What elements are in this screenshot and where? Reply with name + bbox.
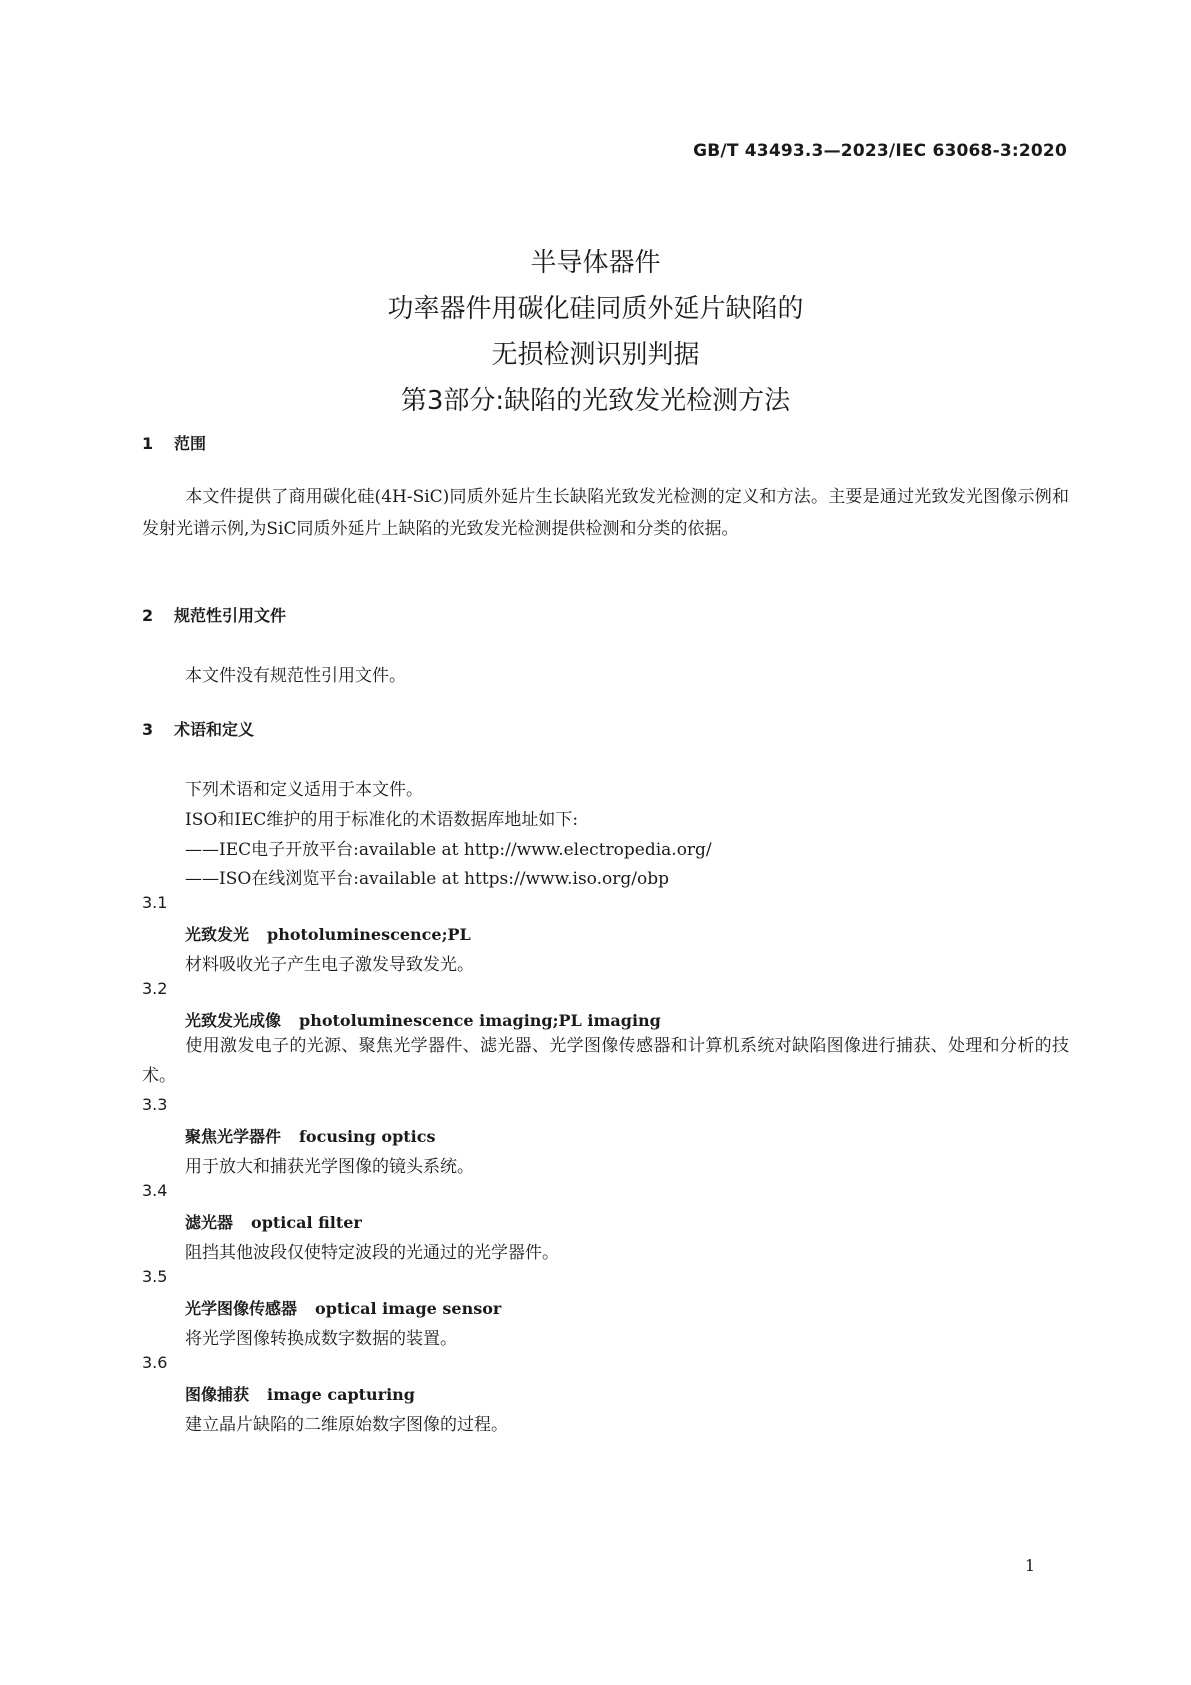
term-number: 3.6 (142, 1353, 168, 1372)
term-definition: 将光学图像转换成数字数据的装置。 (185, 1329, 457, 1349)
term-english: photoluminescence imaging;PL imaging (299, 1011, 661, 1030)
term-english: photoluminescence;PL (267, 925, 471, 944)
title-line: 第3部分:缺陷的光致发光检测方法 (400, 386, 791, 416)
document-title (0, 240, 1191, 424)
section-heading-scope (142, 431, 206, 454)
term-chinese: 光致发光 (185, 925, 250, 944)
term-number: 3.5 (142, 1267, 168, 1286)
title-line: 功率器件用碳化硅同质外延片缺陷的 (387, 294, 804, 324)
section-number: 3 (142, 720, 154, 739)
section-heading-terms (142, 717, 254, 740)
term-definition: 用于放大和捕获光学图像的镜头系统。 (185, 1157, 474, 1177)
term-english: focusing optics (299, 1127, 436, 1146)
term-chinese: 图像捕获 (185, 1385, 250, 1404)
section-number: 2 (142, 606, 154, 625)
section-heading-normative-references (142, 603, 286, 626)
definition-text: 使用激发电子的光源、聚焦光学器件、滤光器、光学图像传感器和计算机系统对缺陷图像进行捕获、处理和分析的技术。 (142, 1036, 1069, 1086)
title-line: 半导体器件 (530, 248, 661, 278)
term-english: optical image sensor (315, 1299, 502, 1318)
normative-references-text: 本文件没有规范性引用文件。 (185, 666, 406, 686)
term-chinese: 滤光器 (185, 1213, 234, 1232)
term-heading (185, 922, 471, 945)
title-line: 无损检测识别判据 (491, 340, 700, 370)
section-title: 术语和定义 (174, 720, 255, 739)
term-chinese: 聚焦光学器件 (185, 1127, 282, 1146)
term-definition (142, 1031, 1069, 1091)
terms-intro-line: 下列术语和定义适用于本文件。 (185, 780, 423, 800)
term-definition: 建立晶片缺陷的二维原始数字图像的过程。 (185, 1415, 508, 1435)
term-english: optical filter (251, 1213, 362, 1232)
term-english: image capturing (267, 1385, 415, 1404)
section-number: 1 (142, 434, 154, 453)
term-heading (185, 1382, 415, 1405)
term-number: 3.3 (142, 1095, 168, 1114)
iec-electropedia-line: ——IEC电子开放平台:available at http://www.electropedia.org/ (185, 840, 712, 860)
term-number: 3.2 (142, 979, 168, 998)
term-heading (185, 1296, 501, 1319)
term-heading (185, 1210, 362, 1233)
terms-intro-line: ISO和IEC维护的用于标准化的术语数据库地址如下: (185, 810, 579, 830)
term-heading (185, 1124, 436, 1147)
term-chinese: 光致发光成像 (185, 1011, 282, 1030)
term-number: 3.1 (142, 893, 168, 912)
term-definition: 材料吸收光子产生电子激发导致发光。 (185, 955, 474, 975)
term-number: 3.4 (142, 1181, 168, 1200)
scope-paragraph (142, 481, 1069, 545)
term-heading (185, 1008, 661, 1031)
term-definition: 阻挡其他波段仅使特定波段的光通过的光学器件。 (185, 1243, 559, 1263)
section-title: 范围 (174, 434, 207, 453)
section-title: 规范性引用文件 (174, 606, 287, 625)
term-chinese: 光学图像传感器 (185, 1299, 298, 1318)
standard-code: GB/T 43493.3—2023/IEC 63068-3:2020 (693, 141, 1067, 161)
page-number: 1 (1024, 1556, 1035, 1575)
paragraph-text: 本文件提供了商用碳化硅(4H-SiC)同质外延片生长缺陷光致发光检测的定义和方法。主要是通过光致发光图像示例和发射光谱示例,为SiC同质外延片上缺陷的光致发光检测提供检测和分类的依据。 (142, 487, 1069, 539)
iso-obp-line: ——ISO在线浏览平台:available at https://www.iso.org/obp (185, 869, 669, 889)
